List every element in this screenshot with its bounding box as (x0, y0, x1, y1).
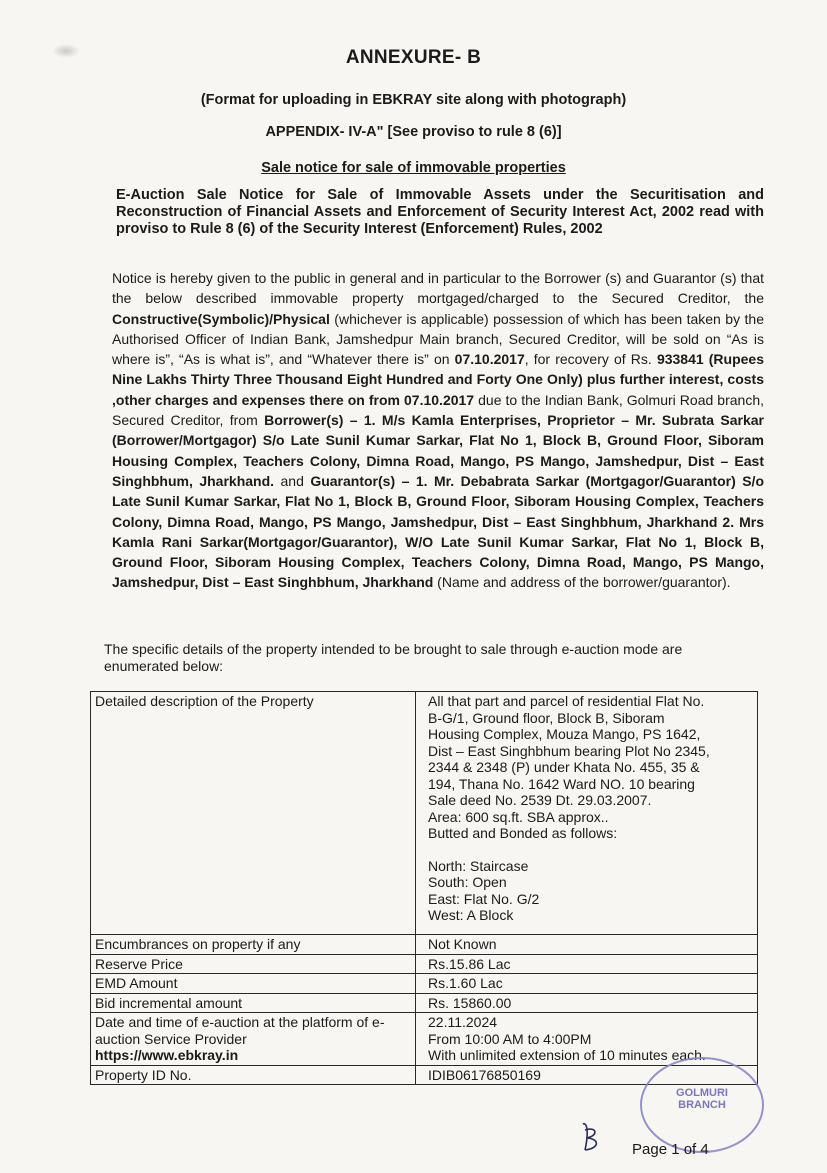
emd-amount-label: EMD Amount (91, 974, 416, 994)
boundary-line: South: Open (428, 874, 507, 890)
sale-date: 07.10.2017 (454, 351, 525, 368)
signature-initials (577, 1120, 607, 1154)
boundary-lines (428, 858, 753, 924)
interest-date: 07.10.2017 (404, 391, 475, 408)
encumbrances-label: Encumbrances on property if any (91, 935, 416, 955)
borrower-details: Borrower(s) – 1. M/s Kamla Enterprises, Proprietor – Mr. Subrata Sarkar (Borrower/Mortgagor) S/o Late Sunil Kumar Sarkar, Flat No 1, Block B, Ground Floor, Siboram Housing Complex, Teachers Colony, Dimna Road, Mango, PS Mango, Jamshedpur, Dist – East Singhbhum, Jharkhand. (112, 412, 764, 489)
description-lines (428, 693, 753, 842)
reserve-price-value: Rs.15.86 Lac (416, 954, 758, 974)
property-details-table (90, 691, 758, 1085)
auction-heading: E-Auction Sale Notice for Sale of Immovable Assets under the Securitisation and Reconstruction of Financial Assets and Enforcement of Security Interest Act, 2002 read with proviso to Rule 8 (6) of the Security Interest (Enforcement) Rules, 2002 (116, 187, 764, 237)
description-value (416, 692, 758, 935)
details-intro: The specific details of the property intended to be brought to sale through e-auction mode are enumerated below: (104, 641, 683, 674)
notice-text-4: due to the Indian Bank, Golmuri Road branch, Secured Creditor, from (112, 391, 764, 429)
reserve-price-label: Reserve Price (91, 954, 416, 974)
possession-type: Constructive(Symbolic)/Physical (112, 310, 330, 327)
notice-text-1: Notice is hereby given to the public in general and in particular to the Borrower (s) and Guarantor (s) that the below described immovable property mortgaged/charged to the Secured Creditor, the (112, 270, 764, 307)
description-line: Butted and Bonded as follows: (428, 825, 618, 841)
table-row (91, 692, 758, 935)
notice-text-2: (whichever is applicable) possession of which has been taken by the Authorised Officer of Indian Bank, Jamshedpur Main branch, Secured Creditor, will be sold on “As is where is”, “As is what is”, and “Whatever there is” on (112, 310, 764, 368)
page-number: Page 1 of 4 (632, 1141, 709, 1158)
description-line: B-G/1, Ground floor, Block B, Siboram (428, 709, 665, 726)
bid-increment-value: Rs. 15860.00 (416, 993, 758, 1013)
description-line: 194, Thana No. 1642 Ward NO. 10 bearing (428, 775, 695, 792)
boundary-line: West: A Block (428, 907, 514, 923)
table-row (91, 954, 758, 974)
guarantor-details: Guarantor(s) – 1. Mr. Debabrata Sarkar (Mortgagor/Guarantor) S/o Late Sunil Kumar Sarkar, Flat No 1, Block B, Ground Floor, Siboram Housing Complex, Teachers Colony, Dimna Road, Mango, PS Mango, Jamshedpur, Dist – East Singhbhum, Jharkhand 2. Mrs Kamla Rani Sarkar(Mortgagor/Guarantor), W/O Late Sunil Kumar Sarkar, Flat No 1, Block B, Ground Floor, Siboram Housing Complex, Teachers Colony, Dimna Road, Mango, PS Mango, Jamshedpur, Dist – East Singhbhum, Jharkhand (112, 472, 764, 591)
table-row (91, 993, 758, 1013)
sale-notice-title: Sale notice for sale of immovable properties (261, 160, 566, 176)
table-row (91, 974, 758, 994)
auction-extension: With unlimited extension of 10 minutes each. (428, 1047, 706, 1063)
boundary-line: North: Staircase (428, 857, 529, 874)
notice-text-5: and (274, 472, 311, 489)
table-row (91, 935, 758, 955)
table-row (91, 1013, 758, 1066)
notice-text-3: , for recovery of Rs. (524, 351, 657, 368)
auction-date: 22.11.2024 (428, 1014, 498, 1030)
description-line: Dist – East Singhbhum bearing Plot No 2345, (428, 742, 710, 759)
appendix-reference: APPENDIX- IV-A" [See proviso to rule 8 (6)] (265, 124, 562, 140)
notice-paragraph (112, 268, 764, 593)
description-line: Sale deed No. 2539 Dt. 29.03.2007. (428, 792, 652, 808)
auction-datetime-label (91, 1013, 416, 1066)
description-line: Area: 600 sq.ft. SBA approx.. (428, 808, 609, 825)
emd-amount-value: Rs.1.60 Lac (416, 974, 758, 994)
description-line: All that part and parcel of residential Flat No. (428, 693, 705, 709)
bid-increment-label: Bid incremental amount (91, 993, 416, 1013)
auction-time: From 10:00 AM to 4:00PM (428, 1030, 592, 1047)
auction-datetime-label-text: Date and time of e-auction at the platform of e-auction Service Provider (95, 1014, 385, 1047)
boundary-line: East: Flat No. G/2 (428, 890, 540, 907)
stamp-line-1: GOLMURI (676, 1087, 728, 1099)
recovery-amount: 933841 (Rupees Nine Lakhs Thirty Three Thousand Eight Hundred and Forty One Only) plus further interest, costs ,other charges and expenses there on from (112, 351, 765, 408)
stamp-line-2: BRANCH (678, 1099, 726, 1111)
format-note: (Format for uploading in EBKRAY site along with photograph) (200, 92, 627, 108)
description-label: Detailed description of the Property (91, 692, 416, 935)
branch-seal-stamp (640, 1057, 764, 1153)
encumbrances-value: Not Known (416, 935, 758, 955)
property-id-label: Property ID No. (91, 1065, 416, 1085)
description-line: 2344 & 2348 (P) under Khata No. 455, 35 & (428, 759, 700, 775)
notice-text-6: (Name and address of the borrower/guarantor). (433, 574, 731, 591)
ebkray-url: https://www.ebkray.in (95, 1047, 239, 1063)
annexure-title: ANNEXURE- B (345, 47, 482, 68)
property-id-value: IDIB06176850169 (416, 1065, 758, 1085)
description-line: Housing Complex, Mouza Mango, PS 1642, (428, 726, 701, 742)
